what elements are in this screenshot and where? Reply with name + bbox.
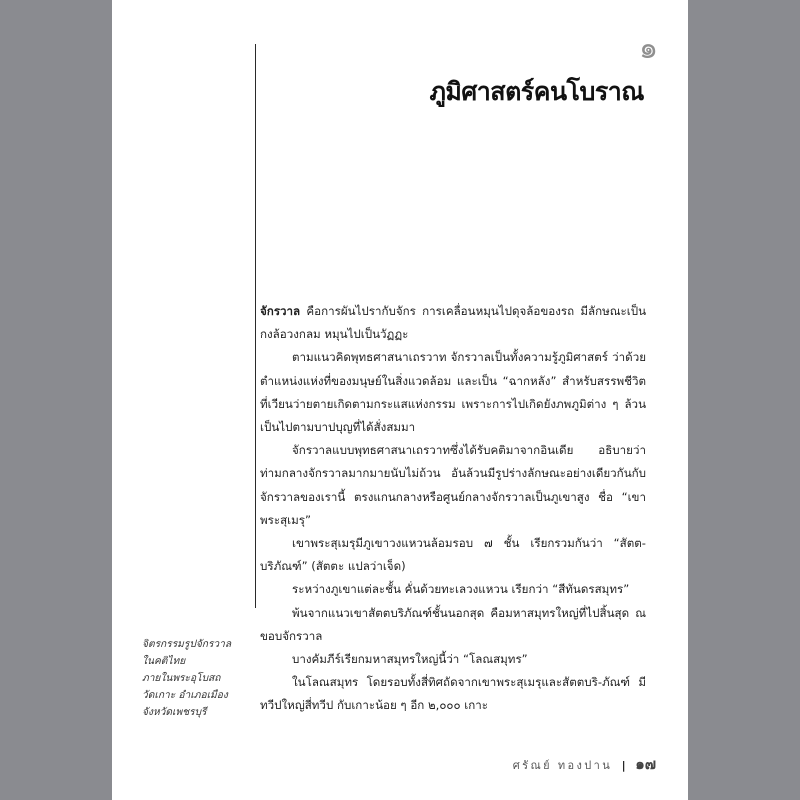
page-number: ๑๗ xyxy=(635,755,656,773)
footer-author: ศรัณย์ ทองปาน xyxy=(512,759,613,772)
paragraph-2: ตามแนวคิดพุทธศาสนาเถรวาท จักรวาลเป็นทั้งความรู้ภูมิศาสตร์ ว่าด้วยตำแหน่งแห่งที่ของมนุษย์ในสิ่งแวดล้อม และเป็น “ฉากหลัง” สำหรับสรรพชีวิตที่เวียนว่ายตายเกิดตามกระแสแห่งกรรม เพราะการไปเกิดยังภพภูมิต่าง ๆ ล้วนเป็นไปตามบาปบุญที่ได้สั่งสมมา xyxy=(260,350,646,435)
paragraph-6: พ้นจากแนวเขาสัตตบริภัณฑ์ชั้นนอกสุด คือมหาสมุทรใหญ่ที่ไปสิ้นสุด ณ ขอบจักรวาล xyxy=(260,605,646,643)
figure-caption xyxy=(142,636,248,721)
caption-line: ในคติไทย xyxy=(142,656,186,667)
paragraph-3: จักรวาลแบบพุทธศาสนาเถรวาทซึ่งได้รับคติมาจากอินเดีย อธิบายว่าท่ามกลางจักรวาลมากมายนับไม่ถ้วน อันล้วนมีรูปร่างลักษณะอย่างเดียวกันกับจักรวาลของเรานี้ ตรงแกนกลางหรือศูนย์กลางจักรวาลเป็นภูเขาสูง ชื่อ “เขาพระสุเมรุ” xyxy=(260,443,646,527)
page-footer xyxy=(513,752,656,776)
chapter-number: ๑ xyxy=(638,31,658,66)
paragraph-8: ในโลณสมุทร โดยรอบทั้งสี่ทิศถัดจากเขาพระสุเมรุและสัตตบริ-ภัณฑ์ มีทวีปใหญ่สี่ทวีป กับเกาะน้อย ๆ อีก ๒,๐๐๐ เกาะ xyxy=(260,675,646,713)
vertical-rule xyxy=(255,44,256,608)
paragraph-4: เขาพระสุเมรุมีภูเขาวงแหวนล้อมรอบ ๗ ชั้น เรียกรวมกันว่า “สัตต-บริภัณฑ์” (สัตตะ แปลว่าเจ็ด) xyxy=(260,536,646,574)
footer-separator: | xyxy=(621,759,626,772)
book-page xyxy=(112,0,688,800)
body-text xyxy=(260,300,646,718)
paragraph-1 xyxy=(260,300,646,346)
paragraph-5: ระหว่างภูเขาแต่ละชั้น คั่นด้วยทะเลวงแหวน เรียกว่า “สีทันดรสมุทร” xyxy=(292,582,630,597)
caption-line: ภายในพระอุโบสถ xyxy=(142,673,221,684)
chapter-title: ภูมิศาสตร์คนโบราณ xyxy=(429,77,644,106)
lead-term: จักรวาล xyxy=(260,304,301,318)
paragraph-1-text: คือการผันไปรากับจักร การเคลื่อนหมุนไปดุจล้อของรถ มีลักษณะเป็นกงล้อวงกลม หมุนไปเป็นวัฏฏะ xyxy=(260,304,646,342)
paragraph-7: บางคัมภีร์เรียกมหาสมุทรใหญ่นี้ว่า “โลณสมุทร” xyxy=(292,652,528,667)
caption-line: จังหวัดเพชรบุรี xyxy=(142,707,207,718)
caption-line: จิตรกรรมรูปจักรวาล xyxy=(142,639,232,650)
caption-line: วัดเกาะ อำเภอเมือง xyxy=(142,690,228,701)
